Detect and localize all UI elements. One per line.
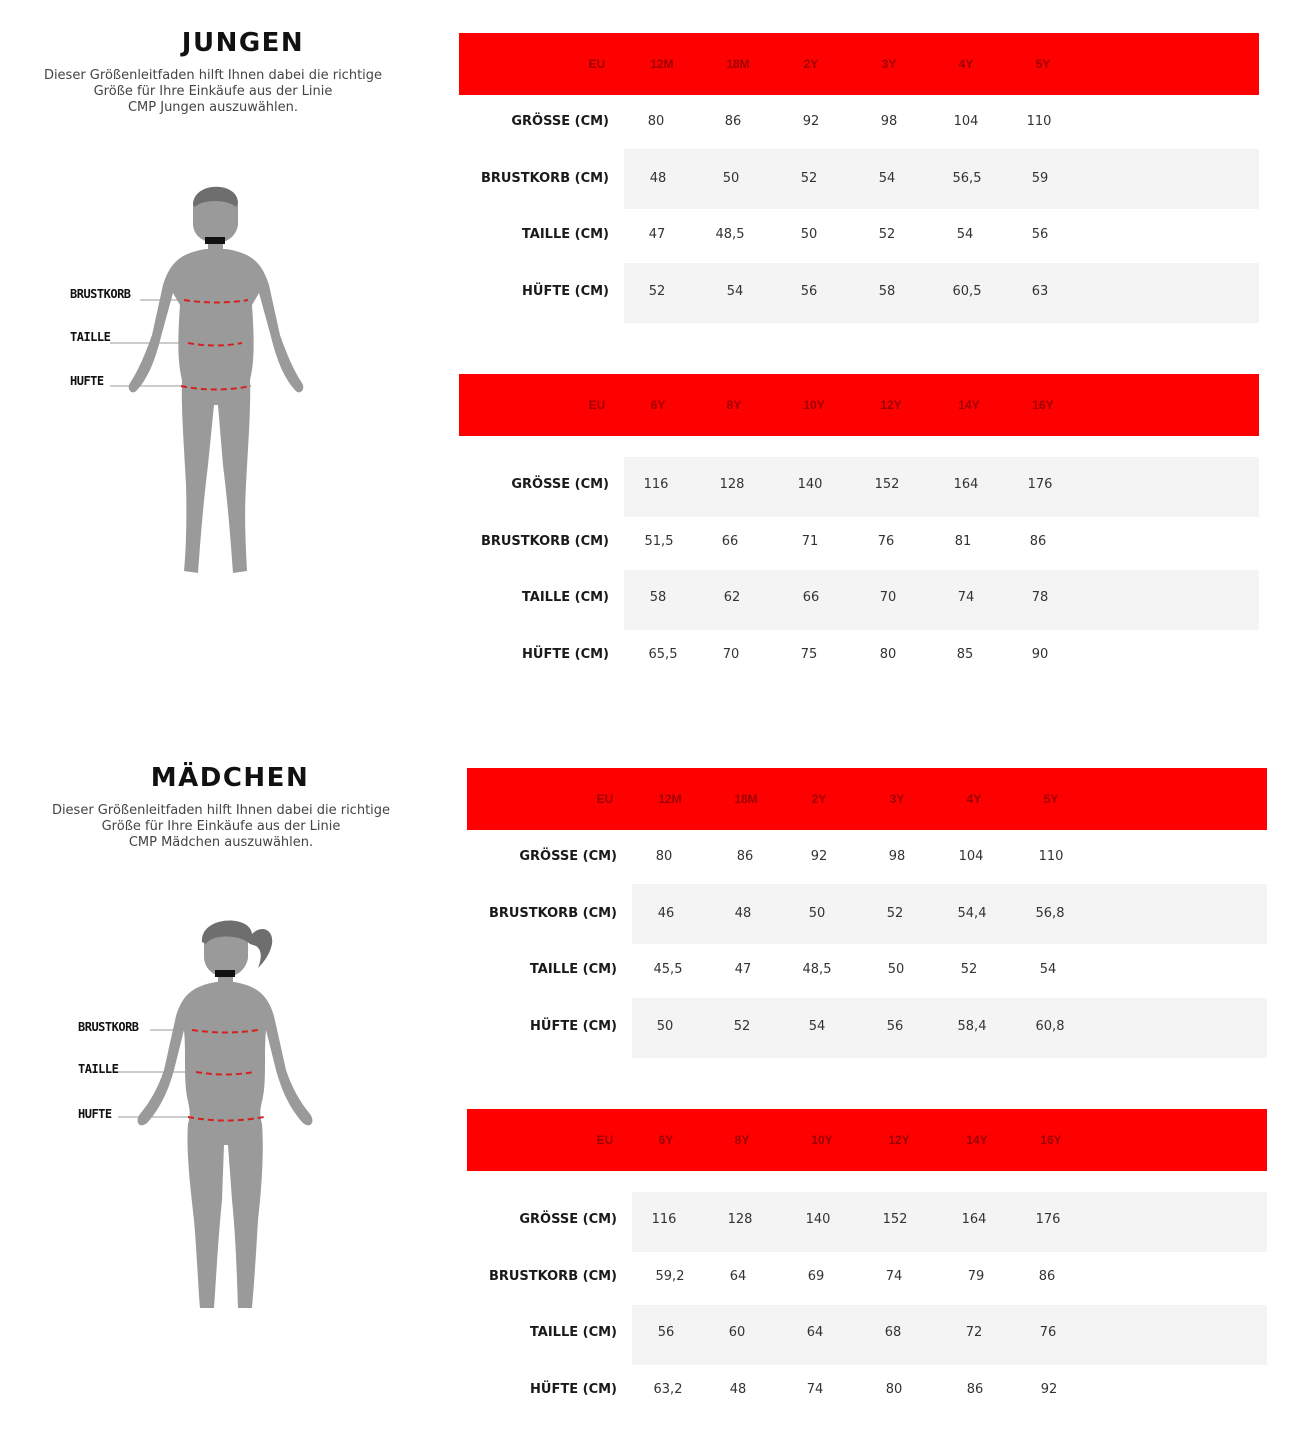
row-label: GRÖSSE (CM) (511, 114, 609, 129)
table-cell: 98 (880, 114, 898, 129)
girl-figure (68, 910, 388, 1330)
row-label: BRUSTKORB (CM) (480, 171, 609, 186)
table-cell: 76 (1039, 1325, 1057, 1340)
table-cell: 92 (1040, 1382, 1058, 1397)
table-cell: 48,5 (802, 962, 832, 977)
header-cell: 18M (726, 57, 750, 71)
row-label: HÜFTE (CM) (530, 1019, 617, 1034)
header-cell: 12M (658, 792, 682, 806)
table-cell: 56,5 (952, 171, 982, 186)
table-cell: 104 (958, 849, 984, 864)
header-cell: 6Y (658, 1133, 674, 1147)
table-cell: 63 (1031, 284, 1049, 299)
row-label: HÜFTE (CM) (530, 1382, 617, 1397)
table-cell: 71 (801, 534, 819, 549)
size-table-12m-5y (459, 33, 1259, 323)
table-cell: 98 (888, 849, 906, 864)
header-cell: 5Y (1043, 792, 1059, 806)
table-cell: 50 (800, 227, 818, 242)
table-cell: 59,2 (655, 1269, 685, 1284)
table-cell: 92 (810, 849, 828, 864)
table-cell: 74 (806, 1382, 824, 1397)
table-cell: 176 (1027, 477, 1053, 492)
table-cell: 140 (797, 477, 823, 492)
table-cell: 69 (807, 1269, 825, 1284)
table-cell: 58 (649, 590, 667, 605)
table-cell: 80 (647, 114, 665, 129)
table-cell: 70 (879, 590, 897, 605)
table-cell: 64 (806, 1325, 824, 1340)
row-label: BRUSTKORB (CM) (488, 1269, 617, 1284)
table-cell: 92 (802, 114, 820, 129)
table-cell: 60,5 (952, 284, 982, 299)
size-table-6y-16y (459, 374, 1259, 674)
table-cell: 52 (733, 1019, 751, 1034)
table-cell: 58 (878, 284, 896, 299)
table-cell: 85 (956, 647, 974, 662)
table-cell: 90 (1031, 647, 1049, 662)
row-label: GRÖSSE (CM) (519, 1212, 617, 1227)
table-cell: 51,5 (644, 534, 674, 549)
table-cell: 140 (805, 1212, 831, 1227)
table-cell: 66 (721, 534, 739, 549)
table-cell: 54 (878, 171, 896, 186)
table-cell: 76 (877, 534, 895, 549)
label-waist: TAILLE (70, 330, 111, 344)
table-cell: 110 (1026, 114, 1052, 129)
label-waist: TAILLE (78, 1062, 119, 1076)
header-cell: 2Y (811, 792, 827, 806)
table-cell: 56 (657, 1325, 675, 1340)
row-label: TAILLE (CM) (521, 590, 609, 605)
table-cell: 86 (1038, 1269, 1056, 1284)
table-cell: 52 (800, 171, 818, 186)
table-cell: 48 (649, 171, 667, 186)
header-cell: 10Y (803, 398, 825, 412)
table-cell: 78 (1031, 590, 1049, 605)
section-title: JUNGEN (181, 28, 305, 58)
table-cell: 164 (961, 1212, 987, 1227)
row-label: BRUSTKORB (CM) (480, 534, 609, 549)
table-cell: 48,5 (715, 227, 745, 242)
header-cell: EU (588, 398, 606, 412)
table-cell: 56,8 (1035, 906, 1065, 921)
row-label: GRÖSSE (CM) (519, 849, 617, 864)
size-table-12m-5y (467, 768, 1267, 1058)
table-cell: 104 (953, 114, 979, 129)
table-cell: 48 (734, 906, 752, 921)
header-cell: 12Y (880, 398, 902, 412)
row-label: TAILLE (CM) (521, 227, 609, 242)
header-cell: 12M (650, 57, 674, 71)
header-cell: 5Y (1035, 57, 1051, 71)
table-cell: 50 (656, 1019, 674, 1034)
table-cell: 86 (966, 1382, 984, 1397)
boy-figure (60, 175, 380, 595)
table-cell: 72 (965, 1325, 983, 1340)
table-cell: 81 (954, 534, 972, 549)
row-label: TAILLE (CM) (529, 962, 617, 977)
row-label: HÜFTE (CM) (522, 647, 609, 662)
table-cell: 52 (886, 906, 904, 921)
table-cell: 58,4 (957, 1019, 987, 1034)
table-cell: 65,5 (648, 647, 678, 662)
header-cell: EU (588, 57, 606, 71)
header-cell: 3Y (881, 57, 897, 71)
girl-silhouette (68, 910, 388, 1330)
header-cell: 8Y (726, 398, 742, 412)
row-label: BRUSTKORB (CM) (488, 906, 617, 921)
table-cell: 52 (960, 962, 978, 977)
table-cell: 80 (885, 1382, 903, 1397)
table-cell: 110 (1038, 849, 1064, 864)
table-cell: 50 (808, 906, 826, 921)
table-cell: 75 (800, 647, 818, 662)
table-cell: 54 (1039, 962, 1057, 977)
table-cell: 54,4 (957, 906, 987, 921)
table-cell: 116 (643, 477, 669, 492)
table-cell: 80 (879, 647, 897, 662)
table-cell: 54 (808, 1019, 826, 1034)
table-cell: 50 (722, 171, 740, 186)
table-cell: 45,5 (653, 962, 683, 977)
label-hip: HUFTE (70, 374, 104, 388)
boy-silhouette (60, 175, 380, 595)
table-cell: 164 (953, 477, 979, 492)
table-cell: 68 (884, 1325, 902, 1340)
table-cell: 46 (657, 906, 675, 921)
table-cell: 64 (729, 1269, 747, 1284)
label-chest: BRUSTKORB (78, 1020, 139, 1034)
table-cell: 56 (886, 1019, 904, 1034)
header-cell: 14Y (958, 398, 980, 412)
header-cell: 2Y (803, 57, 819, 71)
header-cell: 4Y (958, 57, 974, 71)
label-hip: HUFTE (78, 1107, 112, 1121)
row-label: GRÖSSE (CM) (511, 477, 609, 492)
table-cell: 74 (957, 590, 975, 605)
table-cell: 74 (885, 1269, 903, 1284)
header-cell: 16Y (1032, 398, 1054, 412)
table-cell: 60 (728, 1325, 746, 1340)
row-label: TAILLE (CM) (529, 1325, 617, 1340)
table-cell: 47 (734, 962, 752, 977)
table-cell: 56 (800, 284, 818, 299)
table-cell: 86 (1029, 534, 1047, 549)
table-cell: 60,8 (1035, 1019, 1065, 1034)
table-cell: 128 (727, 1212, 753, 1227)
table-cell: 80 (655, 849, 673, 864)
table-cell: 62 (723, 590, 741, 605)
header-cell: 12Y (888, 1133, 910, 1147)
size-table-6y-16y (467, 1109, 1267, 1409)
section-girls (0, 735, 1314, 1432)
label-chest: BRUSTKORB (70, 287, 131, 301)
table-cell: 86 (724, 114, 742, 129)
table-cell: 54 (956, 227, 974, 242)
header-cell: EU (596, 792, 614, 806)
table-cell: 128 (719, 477, 745, 492)
table-cell: 56 (1031, 227, 1049, 242)
table-cell: 52 (878, 227, 896, 242)
table-cell: 86 (736, 849, 754, 864)
header-cell: 4Y (966, 792, 982, 806)
row-label: HÜFTE (CM) (522, 284, 609, 299)
table-cell: 48 (729, 1382, 747, 1397)
table-cell: 66 (802, 590, 820, 605)
table-cell: 50 (887, 962, 905, 977)
header-cell: 6Y (650, 398, 666, 412)
header-cell: 8Y (734, 1133, 750, 1147)
header-cell: 10Y (811, 1133, 833, 1147)
table-cell: 47 (648, 227, 666, 242)
section-intro: Dieser Größenleitfaden hilft Ihnen dabei die richtige Größe für Ihre Einkäufe aus der Linie CMP Mädchen auszuwählen. (51, 803, 391, 850)
table-cell: 70 (722, 647, 740, 662)
table-cell: 152 (882, 1212, 908, 1227)
header-cell: 14Y (966, 1133, 988, 1147)
table-cell: 152 (874, 477, 900, 492)
table-cell: 52 (648, 284, 666, 299)
section-title: MÄDCHEN (150, 763, 310, 793)
header-cell: 3Y (889, 792, 905, 806)
header-cell: 16Y (1040, 1133, 1062, 1147)
table-cell: 116 (651, 1212, 677, 1227)
table-cell: 54 (726, 284, 744, 299)
table-cell: 63,2 (653, 1382, 683, 1397)
table-cell: 176 (1035, 1212, 1061, 1227)
table-cell: 59 (1031, 171, 1049, 186)
table-cell: 79 (967, 1269, 985, 1284)
section-intro: Dieser Größenleitfaden hilft Ihnen dabei die richtige Größe für Ihre Einkäufe aus der Linie CMP Jungen auszuwählen. (43, 68, 383, 115)
header-cell: EU (596, 1133, 614, 1147)
header-cell: 18M (734, 792, 758, 806)
